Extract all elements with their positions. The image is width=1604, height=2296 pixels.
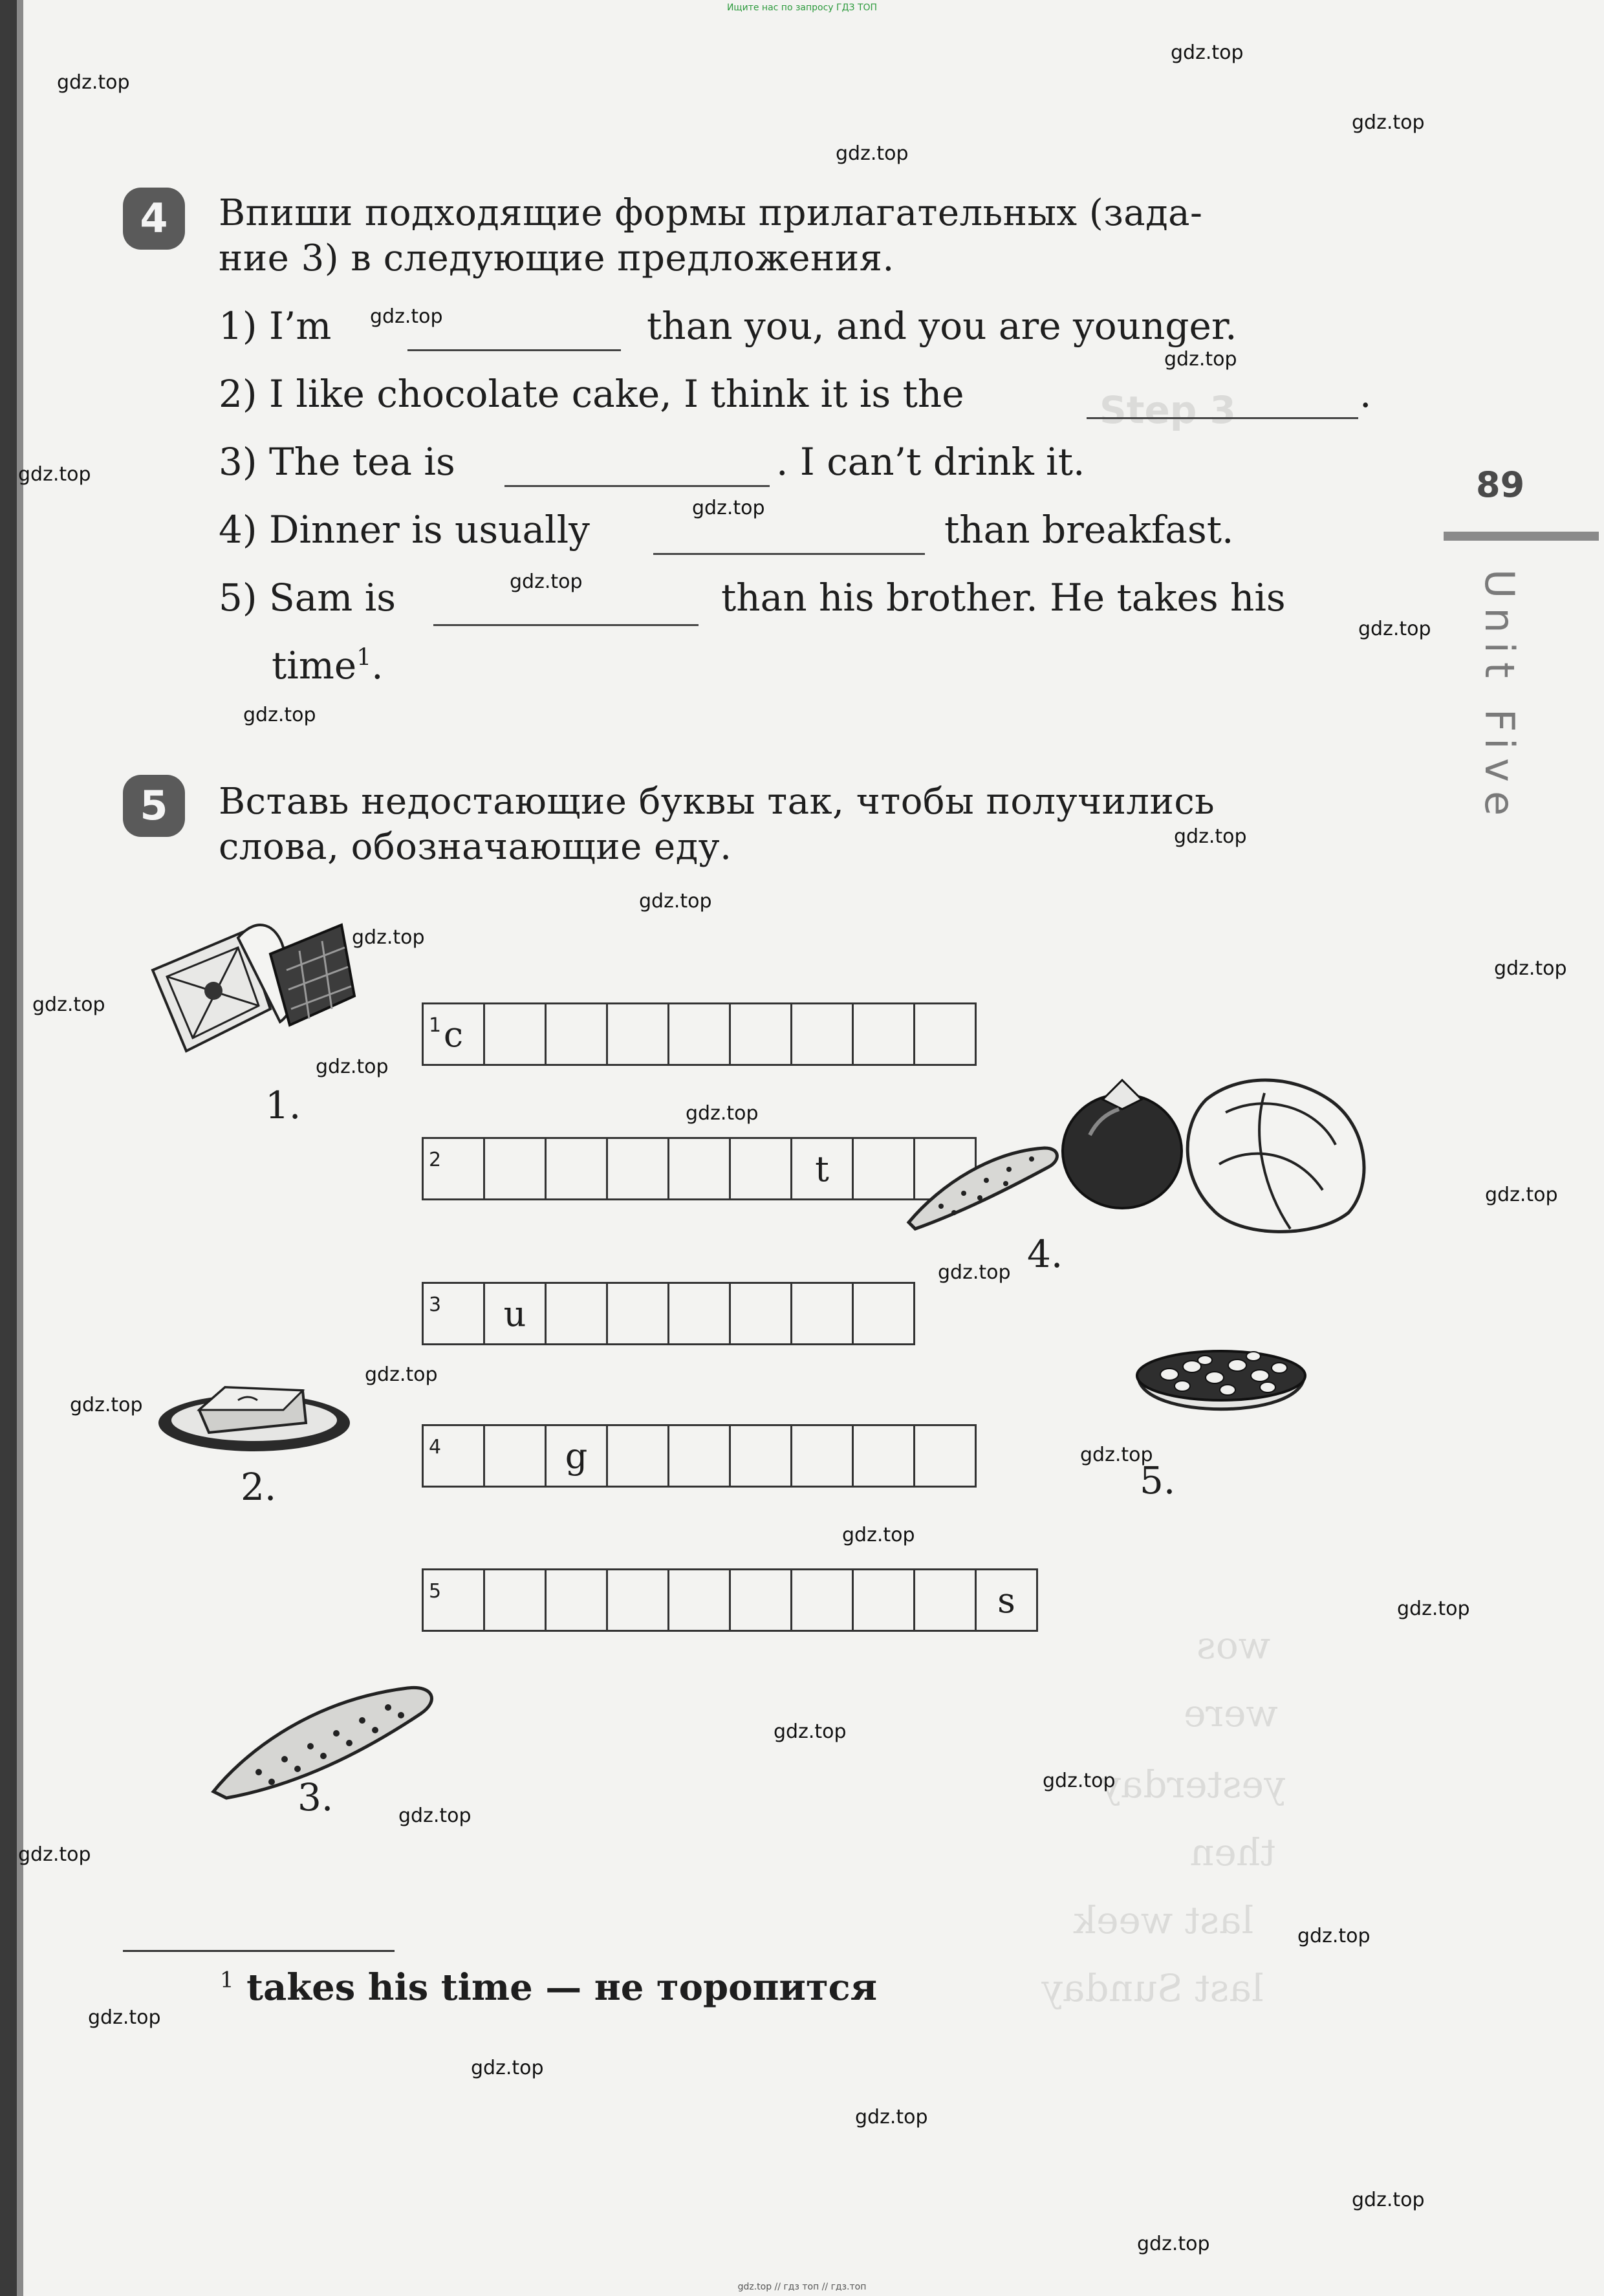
- ghost-word: last week: [1074, 1898, 1254, 1942]
- watermark: gdz.top: [471, 2057, 544, 2079]
- watermark: gdz.top: [88, 2006, 161, 2029]
- watermark: gdz.top: [1080, 1444, 1153, 1466]
- sentence-4-end: than breakfast.: [944, 508, 1234, 552]
- ghost-step: Step 3: [1100, 388, 1236, 432]
- watermark: gdz.top: [774, 1720, 847, 1743]
- sentence-3-start: 3) The tea is: [219, 440, 455, 484]
- sentence-1-end: than you, and you are younger.: [647, 304, 1237, 348]
- letter-cell[interactable]: [852, 1424, 915, 1488]
- watermark: gdz.top: [855, 2106, 928, 2128]
- letter-cell[interactable]: [729, 1282, 792, 1345]
- sentence-5-period: .: [371, 644, 384, 688]
- letter-cell[interactable]: [483, 1568, 547, 1632]
- sentence-5-word: time: [272, 644, 357, 688]
- letter-cell[interactable]: [667, 1282, 731, 1345]
- letter-cell[interactable]: [606, 1568, 669, 1632]
- watermark: gdz.top: [1137, 2233, 1210, 2255]
- watermark: gdz.top: [1352, 111, 1425, 134]
- footnote-marker: 1: [356, 644, 372, 671]
- watermark: gdz.top: [1358, 618, 1431, 640]
- letter-cell[interactable]: u: [483, 1282, 547, 1345]
- letter-cell[interactable]: 1 c: [422, 1002, 485, 1066]
- watermark: gdz.top: [1485, 1184, 1558, 1206]
- letter-cell[interactable]: [729, 1002, 792, 1066]
- letter-cell[interactable]: [913, 1002, 977, 1066]
- row-number: 2: [429, 1149, 442, 1171]
- vegetables-picture: [902, 1074, 1381, 1242]
- picture-label-1: 1.: [265, 1083, 301, 1127]
- letter-cell[interactable]: [729, 1137, 792, 1200]
- word-row-5: [422, 1568, 1038, 1632]
- watermark: gdz.top: [70, 1394, 143, 1416]
- watermark: gdz.top: [370, 305, 443, 328]
- page-binding-shadow: [17, 0, 23, 2296]
- letter-cell[interactable]: [545, 1137, 608, 1200]
- row-number: 4: [429, 1436, 442, 1458]
- letter-cell[interactable]: [422, 1282, 485, 1345]
- watermark: gdz.top: [938, 1261, 1011, 1284]
- sentence-1-start: 1) I’m: [219, 304, 332, 348]
- sentence-5-start: 5) Sam is: [219, 576, 396, 620]
- letter-cell[interactable]: [545, 1568, 608, 1632]
- watermark: gdz.top: [32, 993, 105, 1016]
- watermark: gdz.top: [1397, 1597, 1470, 1620]
- letter-cell[interactable]: [729, 1568, 792, 1632]
- watermark: gdz.top: [1043, 1770, 1116, 1792]
- letter-cell[interactable]: [606, 1002, 669, 1066]
- letter-cell[interactable]: t: [790, 1137, 854, 1200]
- task-5-instruction-line1: Вставь недостающие буквы так, чтобы получились: [219, 781, 1215, 823]
- letter-cell[interactable]: [852, 1002, 915, 1066]
- picture-label-3: 3.: [298, 1775, 334, 1819]
- letter-cell[interactable]: [913, 1568, 977, 1632]
- ghost-word: then: [1190, 1830, 1276, 1874]
- letter-cell[interactable]: [667, 1568, 731, 1632]
- watermark: gdz.top: [18, 463, 91, 486]
- task-4-instruction-line1: Впиши подходящие формы прилагательных (зада-: [219, 192, 1203, 234]
- sentence-3-blank[interactable]: [504, 485, 770, 487]
- watermark: gdz.top: [1171, 41, 1244, 64]
- footer-note: gdz.top // гдз топ // гдз.топ: [737, 2282, 867, 2292]
- letter-cell[interactable]: [790, 1282, 854, 1345]
- letter-cell[interactable]: [422, 1568, 485, 1632]
- ghost-word: last Sunday: [1041, 1966, 1264, 2010]
- word-row-4: [422, 1424, 977, 1488]
- watermark: gdz.top: [1174, 825, 1247, 848]
- footnote-marker: 1: [220, 1967, 234, 1993]
- task-5-instruction-line2: слова, обозначающие еду.: [219, 826, 732, 868]
- task-5-instruction: [219, 779, 1376, 870]
- letter-cell[interactable]: [790, 1424, 854, 1488]
- unit-label: Unit Five: [1476, 569, 1523, 825]
- sentence-4-start: 4) Dinner is usually: [219, 508, 590, 552]
- watermark: gdz.top: [836, 142, 909, 165]
- sentence-4-blank[interactable]: [653, 553, 925, 555]
- cake-on-plate-picture: [154, 1371, 354, 1455]
- ghost-word: yesterday: [1100, 1762, 1285, 1806]
- letter-cell[interactable]: [729, 1424, 792, 1488]
- letter-cell[interactable]: [790, 1568, 854, 1632]
- watermark: gdz.top: [510, 570, 583, 593]
- watermark: gdz.top: [57, 71, 130, 94]
- watermark: gdz.top: [686, 1102, 759, 1125]
- sentence-5-end: than his brother. He takes his: [721, 576, 1286, 620]
- task-5-badge: 5: [123, 775, 185, 837]
- row-number: 3: [429, 1294, 442, 1316]
- row-number: 1: [429, 1014, 442, 1037]
- letter-cell[interactable]: [913, 1424, 977, 1488]
- ghost-word: were: [1184, 1691, 1279, 1735]
- watermark: gdz.top: [1164, 348, 1237, 371]
- letter-cell[interactable]: [667, 1424, 731, 1488]
- footnote-rule: [123, 1950, 395, 1952]
- page-binding-edge: [0, 0, 17, 2296]
- sentence-3-end: . I can’t drink it.: [776, 440, 1085, 484]
- letter-cell[interactable]: [483, 1424, 547, 1488]
- watermark: gdz.top: [842, 1524, 915, 1546]
- letter-cell[interactable]: s: [975, 1568, 1038, 1632]
- word-row-1: [422, 1002, 977, 1066]
- letter-cell[interactable]: [545, 1002, 608, 1066]
- watermark: gdz.top: [243, 704, 316, 726]
- picture-label-2: 2.: [241, 1465, 277, 1509]
- letter-cell[interactable]: [483, 1002, 547, 1066]
- sentence-5-blank[interactable]: [433, 624, 699, 626]
- watermark: gdz.top: [352, 926, 425, 949]
- letter-cell[interactable]: [483, 1137, 547, 1200]
- letter-cell[interactable]: [422, 1137, 485, 1200]
- letter-cell[interactable]: [790, 1002, 854, 1066]
- footnote-text: takes his time — не торопится: [246, 1966, 878, 2009]
- watermark: gdz.top: [398, 1804, 471, 1827]
- picture-label-4: 4.: [1027, 1232, 1063, 1276]
- letter-cell[interactable]: [606, 1137, 669, 1200]
- word-row-3: [422, 1282, 915, 1345]
- chocolate-picture: [147, 912, 361, 1080]
- letter-cell[interactable]: [545, 1282, 608, 1345]
- letter-cell[interactable]: g: [545, 1424, 608, 1488]
- task-4-instruction: [219, 191, 1376, 281]
- word-row-2: [422, 1137, 977, 1200]
- watermark: gdz.top: [1297, 1925, 1371, 1947]
- footnote: [220, 1966, 877, 2009]
- watermark: gdz.top: [639, 890, 712, 913]
- sentence-2-blank[interactable]: [1087, 417, 1358, 419]
- sentence-1-blank[interactable]: [407, 349, 621, 351]
- ghost-word: wos: [1197, 1623, 1271, 1667]
- letter-cell[interactable]: [606, 1424, 669, 1488]
- watermark: gdz.top: [1494, 957, 1567, 980]
- watermark: gdz.top: [18, 1843, 91, 1866]
- watermark: gdz.top: [365, 1363, 438, 1386]
- task-4-instruction-line2: ние 3) в следующие предложения.: [219, 237, 894, 279]
- sentence-2-end: .: [1360, 372, 1372, 416]
- letter-cell[interactable]: [667, 1137, 731, 1200]
- header-note: Ищите нас по запросу ГДЗ ТОП: [726, 3, 878, 13]
- watermark: gdz.top: [1352, 2189, 1425, 2211]
- sentence-2-start: 2) I like chocolate cake, I think it is the: [219, 372, 964, 416]
- letter-cell[interactable]: [422, 1424, 485, 1488]
- bowl-picture: [1131, 1342, 1312, 1426]
- letter-cell[interactable]: [852, 1282, 915, 1345]
- letter-cell[interactable]: [852, 1568, 915, 1632]
- page-number: 89: [1476, 464, 1525, 505]
- page-number-rule: [1444, 532, 1599, 541]
- letter-cell[interactable]: [606, 1282, 669, 1345]
- task-4-badge: 4: [123, 188, 185, 250]
- sentence-5-continuation: [272, 644, 384, 688]
- watermark: gdz.top: [316, 1056, 389, 1078]
- picture-label-5: 5.: [1140, 1458, 1176, 1502]
- watermark: gdz.top: [692, 497, 765, 519]
- letter-cell[interactable]: [667, 1002, 731, 1066]
- row-number: 5: [429, 1580, 442, 1603]
